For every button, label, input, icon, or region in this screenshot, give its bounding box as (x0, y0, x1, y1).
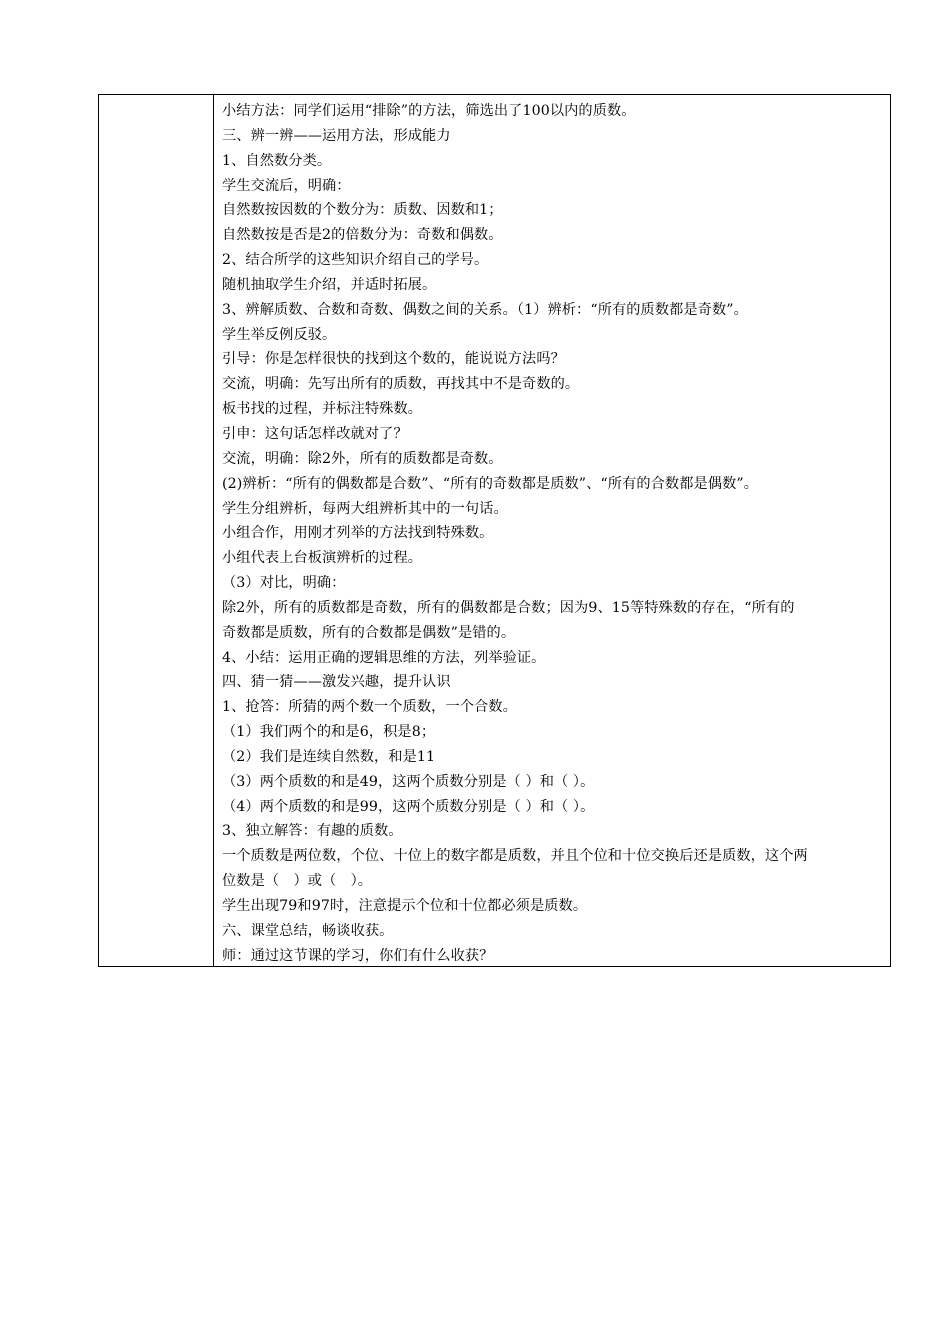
text-line: 1、自然数分类。 (222, 152, 332, 169)
text-line: 引申：这句话怎样改就对了？ (222, 425, 408, 442)
lesson-table (98, 94, 891, 967)
text-line: 交流，明确：先写出所有的质数，再找其中不是奇数的。 (222, 376, 580, 393)
text-line: （1）我们两个的和是6，积是8； (222, 724, 436, 741)
text-line: 自然数按是否是2的倍数分为：奇数和偶数。 (222, 227, 503, 244)
text-line: 自然数按因数的个数分为：质数、因数和1； (222, 202, 503, 219)
text-line: 学生举反例反驳。 (222, 326, 337, 343)
text-line: 师：通过这节课的学习，你们有什么收获？ (222, 947, 494, 964)
text-line: 4、小结：运用正确的逻辑思维的方法，列举验证。 (222, 649, 546, 666)
text-line: 交流，明确：除2外，所有的质数都是奇数。 (222, 450, 503, 467)
table-left-cell (99, 95, 214, 966)
section-heading: 四、猜一猜——激发兴趣，提升认识 (222, 674, 451, 691)
text-line: 除2外，所有的质数都是奇数，所有的偶数都是合数；因为9、15等特殊数的存在，“所有的 (222, 599, 795, 616)
table-content-cell (214, 95, 890, 966)
text-line: （3）对比，明确： (222, 575, 346, 592)
text-line: 随机抽取学生介绍，并适时拓展。 (222, 276, 437, 293)
text-line: （2）我们是连续自然数，和是11 (222, 748, 436, 765)
text-line: 学生出现79和97时，注意提示个位和十位都必须是质数。 (222, 898, 588, 914)
text-line: 2、结合所学的这些知识介绍自己的学号。 (222, 252, 489, 269)
text-line: 小结方法：同学们运用“排除”的方法，筛选出了100以内的质数。 (222, 103, 636, 119)
text-line: 3、辨解质数、合数和奇数、偶数之间的关系。（1）辨析：“所有的质数都是奇数”。 (222, 301, 748, 318)
text-line: (2)辨析：“所有的偶数都是合数”、“所有的奇数都是质数”、“所有的合数都是偶数”。 (222, 475, 759, 492)
text-line: 3、独立解答：有趣的质数。 (222, 823, 403, 840)
text-line: 板书找的过程，并标注特殊数。 (222, 401, 423, 418)
text-line: 小组代表上台板演辨析的过程。 (222, 550, 423, 567)
text-line: 小组合作，用刚才列举的方法找到特殊数。 (222, 525, 494, 542)
section-heading: 六、课堂总结，畅谈收获。 (222, 922, 394, 939)
text-line: （3）两个质数的和是49，这两个质数分别是（ ）和（ ）。 (222, 773, 595, 790)
text-line: 一个质数是两位数，个位、十位上的数字都是质数，并且个位和十位交换后还是质数，这个两 (222, 848, 808, 865)
text-line: 1、抢答：所猜的两个数一个质数，一个合数。 (222, 699, 517, 716)
text-line: 奇数都是质数，所有的合数都是偶数”是错的。 (222, 624, 516, 641)
text-line: 学生分组辨析，每两大组辨析其中的一句话。 (222, 500, 508, 517)
text-line: 位数是（ ）或（ ）。 (222, 873, 373, 890)
section-heading: 三、辨一辨——运用方法，形成能力 (222, 127, 451, 144)
text-line: 学生交流后，明确： (222, 177, 351, 194)
text-line: （4）两个质数的和是99，这两个质数分别是（ ）和（ ）。 (222, 798, 595, 815)
text-line: 引导：你是怎样很快的找到这个数的，能说说方法吗？ (222, 351, 565, 368)
